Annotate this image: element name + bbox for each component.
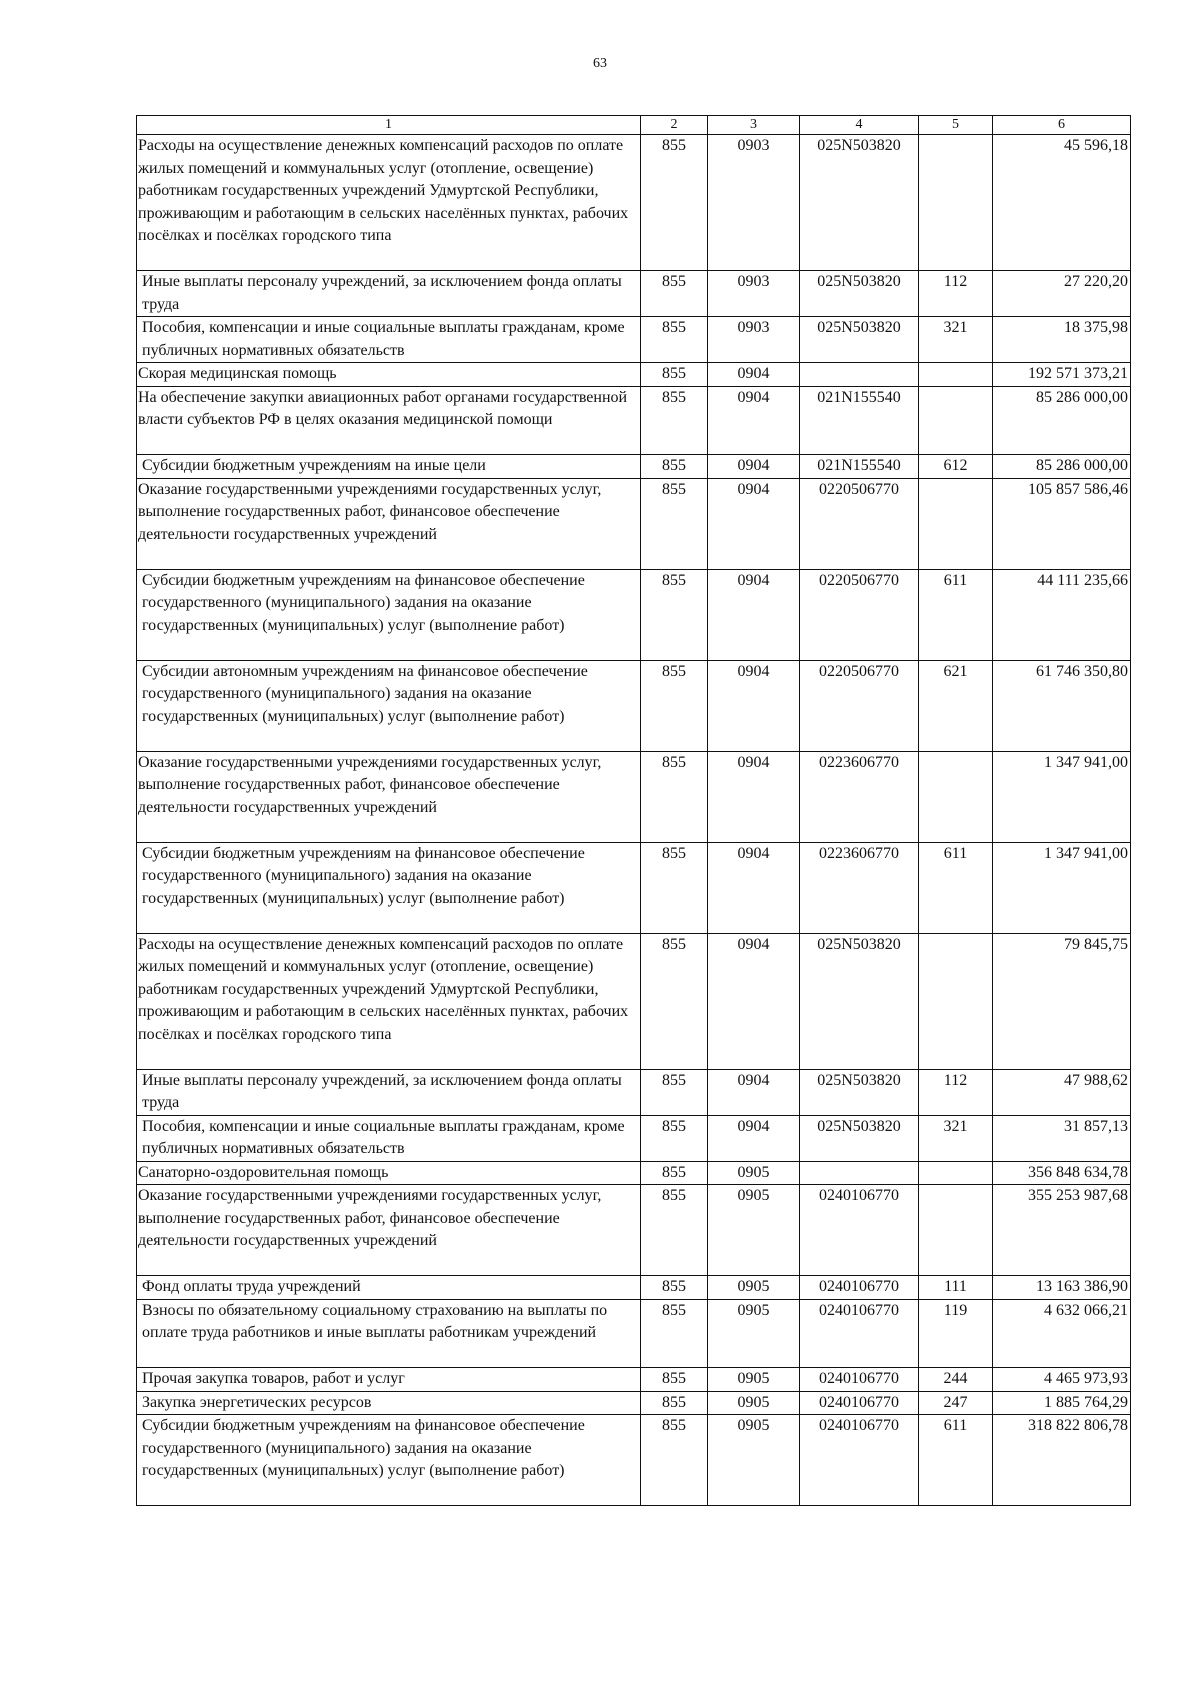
table-row <box>137 1185 1131 1276</box>
row-target-cell: 0220506770 <box>800 569 919 660</box>
row-name-cell: Санаторно-оздоровительная помощь <box>137 1161 641 1185</box>
row-name-cell: Иные выплаты персоналу учреждений, за исключением фонда оплаты труда <box>137 271 641 317</box>
row-amount-cell: 13 163 386,90 <box>993 1276 1131 1300</box>
row-name-cell: Субсидии автономным учреждениям на финансовое обеспечение государственного (муниципального) задания на оказание государственных (муниципальных) услуг (выполнение работ) <box>137 660 641 751</box>
row-admin-cell: 855 <box>641 271 708 317</box>
row-section-cell: 0903 <box>708 271 800 317</box>
table-row <box>137 1391 1131 1415</box>
table-row <box>137 842 1131 933</box>
row-amount-cell: 105 857 586,46 <box>993 478 1131 569</box>
row-target-cell: 0240106770 <box>800 1415 919 1506</box>
table-row <box>137 1115 1131 1161</box>
row-amount-cell: 79 845,75 <box>993 933 1131 1069</box>
row-admin-cell: 855 <box>641 455 708 479</box>
row-name-cell: Субсидии бюджетным учреждениям на финансовое обеспечение государственного (муниципального) задания на оказание государственных (муниципальных) услуг (выполнение работ) <box>137 1415 641 1506</box>
row-type-cell: 611 <box>919 842 993 933</box>
row-name-cell: Иные выплаты персоналу учреждений, за исключением фонда оплаты труда <box>137 1069 641 1115</box>
row-amount-cell: 1 885 764,29 <box>993 1391 1131 1415</box>
row-admin-cell: 855 <box>641 363 708 387</box>
row-amount-cell: 1 347 941,00 <box>993 842 1131 933</box>
table-row <box>137 455 1131 479</box>
row-target-cell: 025N503820 <box>800 933 919 1069</box>
row-name-cell: Субсидии бюджетным учреждениям на иные цели <box>137 455 641 479</box>
row-admin-cell: 855 <box>641 1391 708 1415</box>
row-section-cell: 0904 <box>708 1115 800 1161</box>
row-target-cell <box>800 363 919 387</box>
row-section-cell: 0905 <box>708 1299 800 1368</box>
row-name-cell: Оказание государственными учреждениями государственных услуг, выполнение государственных работ, финансовое обеспечение деятельности государственных учреждений <box>137 478 641 569</box>
row-section-cell: 0905 <box>708 1391 800 1415</box>
row-name-cell: Скорая медицинская помощь <box>137 363 641 387</box>
row-amount-cell: 356 848 634,78 <box>993 1161 1131 1185</box>
row-target-cell: 025N503820 <box>800 135 919 271</box>
row-target-cell: 0240106770 <box>800 1299 919 1368</box>
row-section-cell: 0904 <box>708 751 800 842</box>
row-name-cell: Закупка энергетических ресурсов <box>137 1391 641 1415</box>
row-amount-cell: 27 220,20 <box>993 271 1131 317</box>
row-admin-cell: 855 <box>641 386 708 455</box>
page-number: 63 <box>593 56 607 71</box>
row-section-cell: 0903 <box>708 135 800 271</box>
row-section-cell: 0904 <box>708 386 800 455</box>
row-admin-cell: 855 <box>641 1069 708 1115</box>
row-admin-cell: 855 <box>641 569 708 660</box>
row-admin-cell: 855 <box>641 1368 708 1392</box>
row-target-cell: 0240106770 <box>800 1368 919 1392</box>
row-name-cell: На обеспечение закупки авиационных работ органами государственной власти субъектов РФ в целях оказания медицинской помощи <box>137 386 641 455</box>
row-target-cell: 0220506770 <box>800 660 919 751</box>
row-section-cell: 0904 <box>708 1069 800 1115</box>
row-admin-cell: 855 <box>641 751 708 842</box>
row-section-cell: 0904 <box>708 478 800 569</box>
row-name-cell: Фонд оплаты труда учреждений <box>137 1276 641 1300</box>
table-row <box>137 1161 1131 1185</box>
row-type-cell: 321 <box>919 1115 993 1161</box>
column-header-2: 2 <box>641 116 708 135</box>
table-row <box>137 569 1131 660</box>
table-body <box>137 135 1131 1506</box>
row-name-cell: Оказание государственными учреждениями государственных услуг, выполнение государственных работ, финансовое обеспечение деятельности государственных учреждений <box>137 751 641 842</box>
row-amount-cell: 45 596,18 <box>993 135 1131 271</box>
row-admin-cell: 855 <box>641 842 708 933</box>
row-name-cell: Пособия, компенсации и иные социальные выплаты гражданам, кроме публичных нормативных обязательств <box>137 1115 641 1161</box>
row-section-cell: 0905 <box>708 1161 800 1185</box>
row-type-cell <box>919 1161 993 1185</box>
row-amount-cell: 4 632 066,21 <box>993 1299 1131 1368</box>
row-section-cell: 0904 <box>708 363 800 387</box>
row-amount-cell: 61 746 350,80 <box>993 660 1131 751</box>
row-admin-cell: 855 <box>641 1185 708 1276</box>
table-row <box>137 933 1131 1069</box>
row-amount-cell: 192 571 373,21 <box>993 363 1131 387</box>
row-section-cell: 0904 <box>708 455 800 479</box>
row-type-cell: 611 <box>919 569 993 660</box>
row-type-cell <box>919 933 993 1069</box>
row-target-cell: 025N503820 <box>800 1069 919 1115</box>
row-type-cell: 611 <box>919 1415 993 1506</box>
row-name-cell: Субсидии бюджетным учреждениям на финансовое обеспечение государственного (муниципального) задания на оказание государственных (муниципальных) услуг (выполнение работ) <box>137 842 641 933</box>
row-admin-cell: 855 <box>641 1115 708 1161</box>
table-row <box>137 386 1131 455</box>
row-section-cell: 0904 <box>708 569 800 660</box>
row-target-cell <box>800 1161 919 1185</box>
column-header-3: 3 <box>708 116 800 135</box>
table-row <box>137 1299 1131 1368</box>
row-type-cell: 321 <box>919 317 993 363</box>
row-name-cell: Субсидии бюджетным учреждениям на финансовое обеспечение государственного (муниципального) задания на оказание государственных (муниципальных) услуг (выполнение работ) <box>137 569 641 660</box>
row-admin-cell: 855 <box>641 1276 708 1300</box>
table-header-row <box>137 116 1131 135</box>
row-amount-cell: 85 286 000,00 <box>993 386 1131 455</box>
table-row <box>137 1368 1131 1392</box>
row-admin-cell: 855 <box>641 478 708 569</box>
row-target-cell: 0223606770 <box>800 842 919 933</box>
row-section-cell: 0904 <box>708 842 800 933</box>
row-type-cell: 119 <box>919 1299 993 1368</box>
row-target-cell: 0240106770 <box>800 1185 919 1276</box>
row-type-cell: 612 <box>919 455 993 479</box>
row-type-cell: 112 <box>919 1069 993 1115</box>
row-type-cell <box>919 751 993 842</box>
row-section-cell: 0905 <box>708 1415 800 1506</box>
row-target-cell: 021N155540 <box>800 455 919 479</box>
table-row <box>137 1276 1131 1300</box>
column-header-5: 5 <box>919 116 993 135</box>
column-header-6: 6 <box>993 116 1131 135</box>
row-type-cell <box>919 135 993 271</box>
row-type-cell: 112 <box>919 271 993 317</box>
table-row <box>137 363 1131 387</box>
table-row <box>137 135 1131 271</box>
row-section-cell: 0903 <box>708 317 800 363</box>
row-type-cell <box>919 478 993 569</box>
row-type-cell: 247 <box>919 1391 993 1415</box>
row-amount-cell: 4 465 973,93 <box>993 1368 1131 1392</box>
row-name-cell: Расходы на осуществление денежных компенсаций расходов по оплате жилых помещений и коммунальных услуг (отопление, освещение) работникам государственных учреждений Удмуртской Республики, проживающим и работающим в сельских населённых пунктах, рабочих посёлках и посёлках городского типа <box>137 135 641 271</box>
row-name-cell: Расходы на осуществление денежных компенсаций расходов по оплате жилых помещений и коммунальных услуг (отопление, освещение) работникам государственных учреждений Удмуртской Республики, проживающим и работающим в сельских населённых пунктах, рабочих посёлках и посёлках городского типа <box>137 933 641 1069</box>
row-section-cell: 0904 <box>708 933 800 1069</box>
row-admin-cell: 855 <box>641 933 708 1069</box>
row-target-cell: 0240106770 <box>800 1391 919 1415</box>
row-amount-cell: 44 111 235,66 <box>993 569 1131 660</box>
row-name-cell: Прочая закупка товаров, работ и услуг <box>137 1368 641 1392</box>
row-target-cell: 025N503820 <box>800 1115 919 1161</box>
column-header-4: 4 <box>800 116 919 135</box>
row-type-cell: 244 <box>919 1368 993 1392</box>
row-admin-cell: 855 <box>641 135 708 271</box>
table-row <box>137 478 1131 569</box>
row-type-cell <box>919 363 993 387</box>
row-amount-cell: 318 822 806,78 <box>993 1415 1131 1506</box>
row-name-cell: Взносы по обязательному социальному страхованию на выплаты по оплате труда работников и иные выплаты работникам учреждений <box>137 1299 641 1368</box>
row-target-cell: 025N503820 <box>800 317 919 363</box>
row-type-cell: 111 <box>919 1276 993 1300</box>
row-target-cell: 0223606770 <box>800 751 919 842</box>
row-amount-cell: 1 347 941,00 <box>993 751 1131 842</box>
budget-table <box>136 115 1131 1506</box>
row-section-cell: 0904 <box>708 660 800 751</box>
table-row <box>137 660 1131 751</box>
row-amount-cell: 47 988,62 <box>993 1069 1131 1115</box>
row-target-cell: 025N503820 <box>800 271 919 317</box>
table-row <box>137 1069 1131 1115</box>
row-section-cell: 0905 <box>708 1276 800 1300</box>
table-row <box>137 751 1131 842</box>
row-amount-cell: 18 375,98 <box>993 317 1131 363</box>
row-type-cell <box>919 1185 993 1276</box>
row-type-cell <box>919 386 993 455</box>
row-admin-cell: 855 <box>641 1299 708 1368</box>
table-row <box>137 1415 1131 1506</box>
row-admin-cell: 855 <box>641 660 708 751</box>
row-amount-cell: 355 253 987,68 <box>993 1185 1131 1276</box>
row-target-cell: 0240106770 <box>800 1276 919 1300</box>
row-type-cell: 621 <box>919 660 993 751</box>
column-header-1: 1 <box>137 116 641 135</box>
row-amount-cell: 31 857,13 <box>993 1115 1131 1161</box>
table-row <box>137 271 1131 317</box>
row-section-cell: 0905 <box>708 1185 800 1276</box>
row-amount-cell: 85 286 000,00 <box>993 455 1131 479</box>
row-admin-cell: 855 <box>641 1161 708 1185</box>
row-target-cell: 0220506770 <box>800 478 919 569</box>
row-admin-cell: 855 <box>641 317 708 363</box>
row-name-cell: Пособия, компенсации и иные социальные выплаты гражданам, кроме публичных нормативных обязательств <box>137 317 641 363</box>
row-admin-cell: 855 <box>641 1415 708 1506</box>
table-row <box>137 317 1131 363</box>
row-section-cell: 0905 <box>708 1368 800 1392</box>
row-target-cell: 021N155540 <box>800 386 919 455</box>
row-name-cell: Оказание государственными учреждениями государственных услуг, выполнение государственных работ, финансовое обеспечение деятельности государственных учреждений <box>137 1185 641 1276</box>
